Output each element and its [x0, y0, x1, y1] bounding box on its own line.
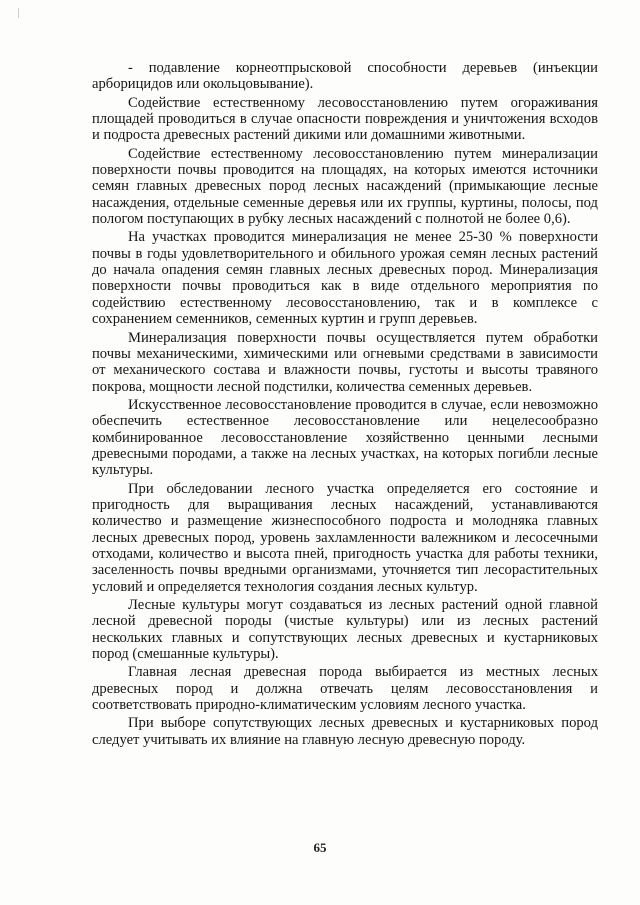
- paragraph-8: Лесные культуры могут создаваться из лесных растений одной главной лесной древесной породы (чистые культуры) или из лесных растений нескольких главных и сопутствующих лесных древесных и кустарниковых пород (смешанные культуры).: [92, 597, 598, 663]
- paragraph-1: - подавление корнеотпрысковой способности деревьев (инъекции арборицидов или окольцовывание).: [92, 60, 598, 93]
- paragraph-5: Минерализация поверхности почвы осуществляется путем обработки почвы механическими, химическими или огневыми средствами в зависимости от механического состава и влажности почвы, густоты и высоты травяного покрова, мощности лесной подстилки, количества семенных деревьев.: [92, 329, 598, 395]
- scan-mark: [18, 8, 19, 18]
- paragraph-7: При обследовании лесного участка определяется его состояние и пригодность для выращивания лесных насаждений, устанавливаются количество и размещение жизнеспособного подроста и молодняка главных лесных древесных пород, уровень захламленности валежником и лесосечными отходами, количество и высота пней, пригодность участка для работы техники, заселенность почвы вредными организмами, уточняется тип лесорастительных условий и определяется технология создания лесных культур.: [92, 480, 598, 595]
- paragraph-6: Искусственное лесовосстановление проводится в случае, если невозможно обеспечить естественное лесовосстановление или нецелесообразно комбинированное лесовосстановление хозяйственно ценными лесными древесными породами, а также на лесных участках, на которых погибли лесные культуры.: [92, 396, 598, 479]
- paragraph-10: При выборе сопутствующих лесных древесных и кустарниковых пород следует учитывать их влияние на главную лесную древесную породу.: [92, 715, 598, 748]
- paragraph-2: Содействие естественному лесовосстановлению путем огораживания площадей проводиться в случае опасности повреждения и уничтожения всходов и подроста древесных растений дикими или домашними животными.: [92, 94, 598, 144]
- paragraph-3: Содействие естественному лесовосстановлению путем минерализации поверхности почвы проводится на площадях, на которых имеются источники семян главных древесных пород лесных насаждений (примыкающие лесные насаждения, отдельные семенные деревья или их группы, куртины, полосы, под пологом поступающих в рубку лесных насаждений с полнотой не более 0,6).: [92, 145, 598, 228]
- paragraph-4: На участках проводится минерализация не менее 25-30 % поверхности почвы в годы удовлетворительного и обильного урожая семян лесных растений до начала опадения семян главных лесных древесных пород. Минерализация поверхности почвы проводиться как в виде отдельного мероприятия по содействию естественному лесовосстановлению, так и в комплексе с сохранением семенников, семенных куртин и групп деревьев.: [92, 229, 598, 328]
- body-text: [92, 60, 598, 750]
- paragraph-9: Главная лесная древесная порода выбирается из местных лесных древесных пород и должна отвечать целям лесовосстановления и соответствовать природно-климатическим условиям лесного участка.: [92, 664, 598, 714]
- page-number: 65: [313, 840, 327, 855]
